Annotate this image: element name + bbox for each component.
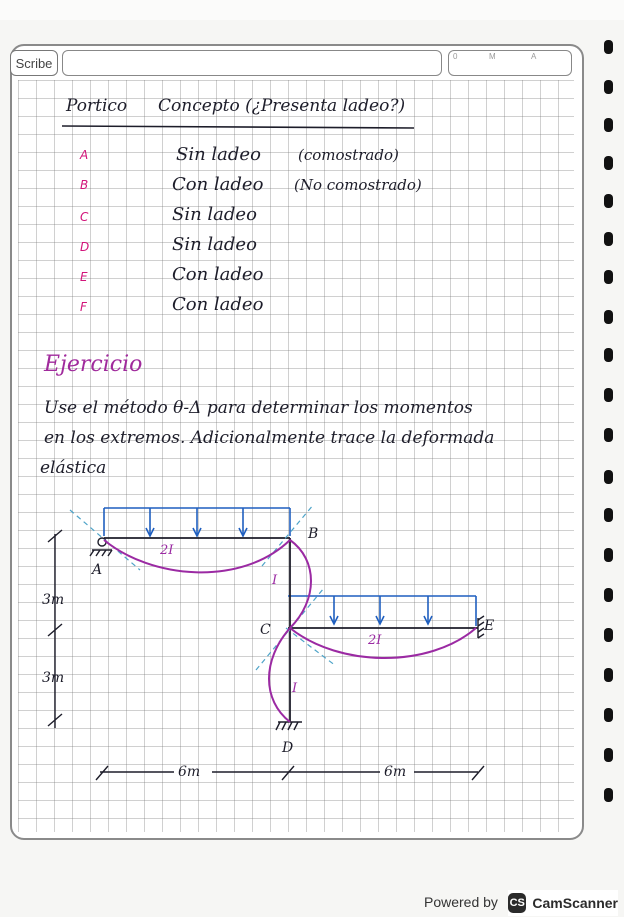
row-letter: A [80,148,89,162]
label-2i-ab: 2I [160,543,174,558]
node-d: D [282,740,294,756]
label-2i-ce: 2I [368,633,382,648]
row-concept: Sin ladeo [176,144,261,165]
exercise-title: Ejercicio [44,352,143,377]
table-header-col2: Concepto (¿Presenta ladeo?) [158,96,406,116]
date-field: 0 M A [448,50,572,76]
dim-h2: 3m [42,670,65,686]
exercise-line-3: elástica [40,458,107,478]
row-letter: D [80,240,90,254]
node-c: C [260,622,271,638]
row-letter: E [80,270,88,284]
table-header-underline [62,126,414,128]
row-concept: Sin ladeo [172,204,257,225]
node-e: E [484,618,495,634]
table-header-col1: Portico [66,96,128,116]
powered-by-text: Powered by [424,894,498,910]
row-concept: Con ladeo [172,294,264,315]
fixed-support-d [276,722,302,730]
row-letter: C [80,210,89,224]
camscanner-name: CamScanner [532,895,618,911]
row-note: (comostrado) [298,146,399,164]
pin-support-a [90,538,112,556]
row-letter: F [80,300,87,314]
horizontal-dimension [96,766,484,780]
dim-h1: 3m [42,592,65,608]
label-i-bc: I [272,573,278,588]
rotation-tangent-lines [70,504,336,670]
camscanner-logo-icon: CS [508,893,526,913]
node-a: A [92,562,103,578]
camscanner-badge [508,890,618,916]
row-concept: Sin ladeo [172,234,257,255]
exercise-line-1: Use el método θ-Δ para determinar los momentos [44,398,473,418]
node-b: B [308,526,319,542]
row-concept: Con ladeo [172,264,264,285]
distributed-load-ab [104,508,290,536]
distributed-load-ce [288,596,476,626]
row-concept: Con ladeo [172,174,264,195]
notebook-brand: Scribe [10,50,58,76]
dim-w2: 6m [384,764,407,780]
label-i-cd: I [292,681,298,696]
exercise-line-2: en los extremos. Adicionalmente trace la deformada [44,428,495,448]
row-note: (No comostrado) [294,176,422,194]
row-letter: B [80,178,89,192]
vertical-dimension [48,530,62,728]
dim-w1: 6m [178,764,201,780]
